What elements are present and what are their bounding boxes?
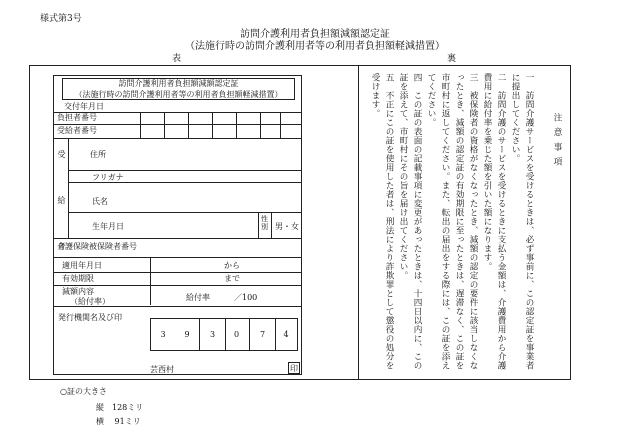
municipality-code: [150, 318, 298, 351]
until-label: まで: [224, 274, 240, 283]
applicable-date-label: 適用年月日: [62, 261, 102, 270]
note-item: 三 被保険者の資格がなくなったとき、減額の認定の要件に該当しなくなったとき、減額の認定証の有効期限に至ったときは、遅滞なく、この証を市町村に返してください。また、転出の届出をする際には、この証を添えてください。: [426, 73, 478, 370]
reduction-label: 減額内容: [62, 287, 94, 296]
notes-heading: 注意事項: [552, 113, 562, 172]
code-digit: 0: [233, 330, 240, 339]
card-title: 訪問介護利用者負担額減額認定証: [118, 79, 239, 88]
name-label: 氏名: [92, 197, 108, 206]
address-label: 住所: [90, 150, 106, 159]
code-digit: 9: [184, 330, 190, 339]
note-item: 一 訪問介護サービスを受けるときは、必ず事前に、この認定証を事業者に提出してください。: [510, 73, 534, 370]
sex-value: 男・女: [275, 222, 299, 231]
valid-period-label: 有効期限: [62, 274, 94, 283]
size-width: 横 91ミリ: [96, 417, 141, 426]
note-item: 二 訪問介護のサービスを受けるときに支払う金額は、介護費用から介護費用に給付率を乗じた額を引いた額になります。: [482, 73, 506, 370]
burden-number-label: 負担者番号: [57, 113, 97, 122]
code-digit: 3: [160, 330, 166, 339]
card-subtitle: （法施行時の訪問介護利用者等の利用者負担額軽減措置）: [74, 90, 283, 99]
code-digit: 7: [249, 319, 276, 350]
code-digit: 4: [283, 330, 289, 339]
document-subtitle: （法施行時の訪問介護利用者等の利用者負担額軽減措置）: [185, 41, 445, 52]
document-title: 訪問介護利用者負担額減額認定証: [240, 29, 390, 40]
from-label: から: [224, 261, 240, 270]
code-digit: 3: [199, 319, 226, 350]
size-height: 縦 128ミリ: [96, 403, 144, 412]
issuer-label: 発行機関名及び印: [58, 313, 122, 322]
front-label: 表: [172, 54, 182, 64]
back-label: 裏: [447, 54, 457, 64]
insured-number-label: 介護保険被保険者番号: [57, 242, 137, 251]
size-heading: ○証の大きさ: [60, 387, 107, 396]
notes-area: [336, 73, 564, 373]
birth-date-label: 生年月日: [92, 222, 124, 231]
sex-label: 性別: [261, 215, 268, 232]
issue-date-label: 交付年月日: [64, 102, 104, 111]
form-number: 様式第3号: [40, 14, 82, 24]
recipient-number-label: 受給者番号: [57, 126, 97, 135]
recipient-label: 受給者: [57, 150, 66, 288]
benefit-rate: 給付率 ／100: [186, 293, 258, 302]
benefit-line: （給付率）: [70, 297, 110, 306]
note-item: 四 この証の表面の記載事項に変更があったときは、十四日以内に、この証を添えて、市町村にその旨を届け出てください。: [398, 73, 422, 370]
seal-mark: 印: [290, 364, 298, 373]
note-item: 五 不正にこの証を使用した者は、刑法により詐欺罪として懲役の処分を受けます。: [370, 73, 394, 370]
municipality-name: 芸西村: [150, 365, 174, 374]
furigana-label: フリガナ: [92, 173, 124, 182]
